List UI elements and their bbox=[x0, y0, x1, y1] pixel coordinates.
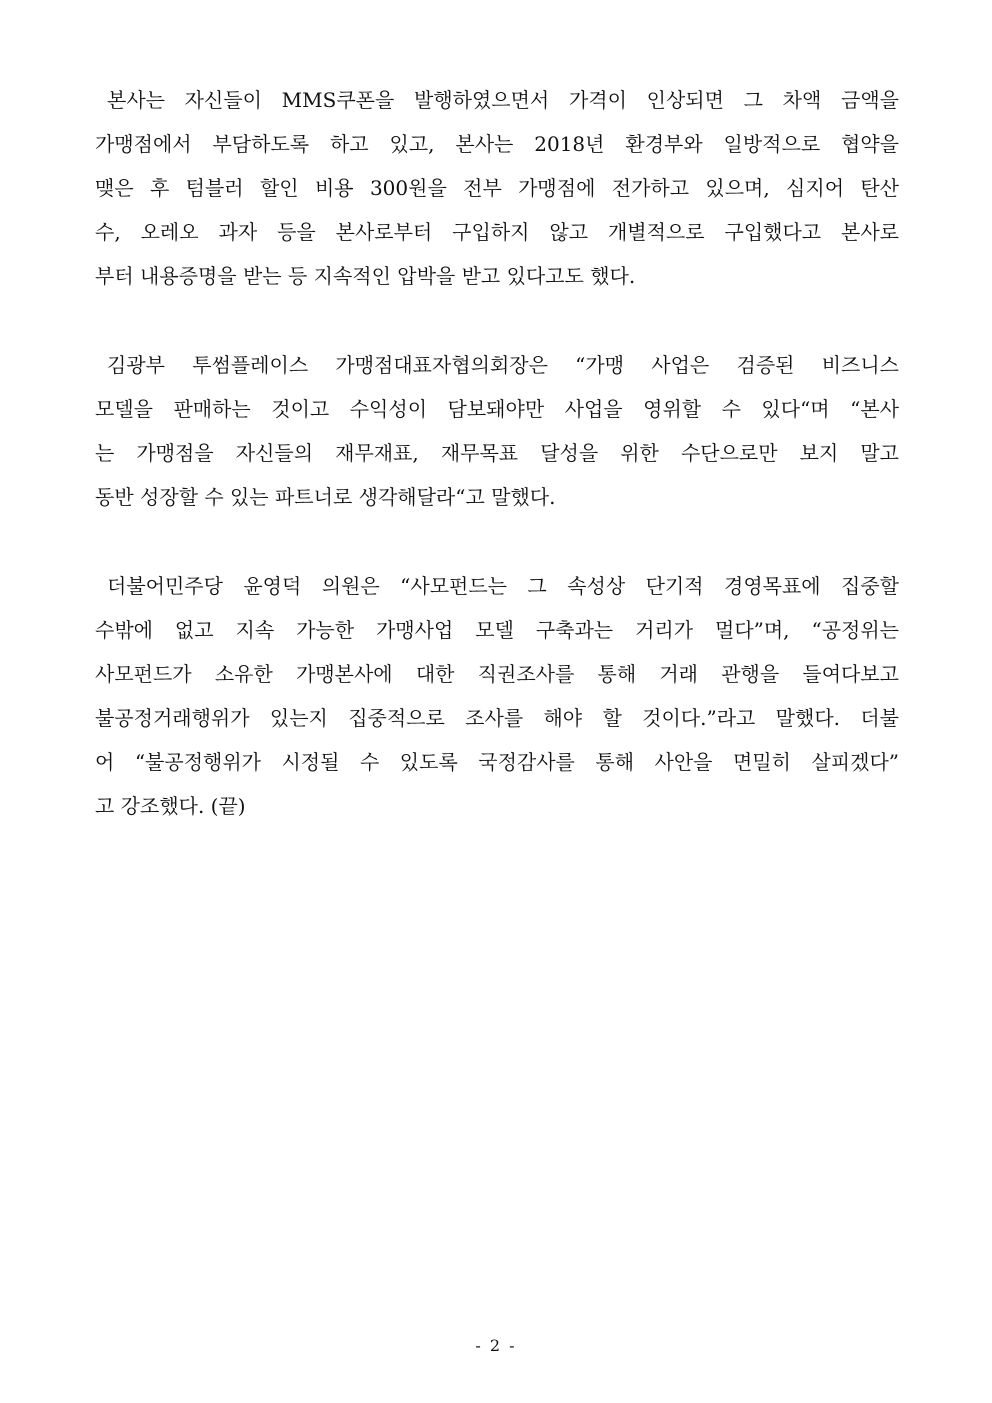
paragraph-line: 김광부 투썸플레이스 가맹점대표자협의회장은 “가맹 사업은 검증된 비즈니스 bbox=[107, 353, 899, 377]
paragraph-line: 어 “불공정행위가 시정될 수 있도록 국정감사를 통해 사안을 면밀히 살피겠다” bbox=[95, 750, 899, 774]
paragraph-line: 는 가맹점을 자신들의 재무재표, 재무목표 달성을 위한 수단으로만 보지 말고 bbox=[95, 441, 899, 465]
page-number: - 2 - bbox=[475, 1336, 517, 1355]
document-body bbox=[95, 78, 899, 873]
paragraph-line: 수, 오레오 과자 등을 본사로부터 구입하지 않고 개별적으로 구입했다고 본사로 bbox=[95, 220, 899, 244]
paragraph-line: 부터 내용증명을 받는 등 지속적인 압박을 받고 있다고도 했다. bbox=[95, 264, 636, 288]
paragraph-line: 본사는 자신들이 MMS쿠폰을 발행하였으면서 가격이 인상되면 그 차액 금액을 bbox=[107, 88, 899, 112]
paragraph-line: 동반 성장할 수 있는 파트너로 생각해달라“고 말했다. bbox=[95, 485, 556, 509]
paragraph-line: 수밖에 없고 지속 가능한 가맹사업 모델 구축과는 거리가 멀다”며, “공정위는 bbox=[95, 618, 899, 642]
paragraph-line: 맺은 후 텀블러 할인 비용 300원을 전부 가맹점에 전가하고 있으며, 심지어 탄산 bbox=[95, 176, 899, 200]
paragraph-line: 가맹점에서 부담하도록 하고 있고, 본사는 2018년 환경부와 일방적으로 협약을 bbox=[95, 132, 899, 156]
paragraph-line: 모델을 판매하는 것이고 수익성이 담보돼야만 사업을 영위할 수 있다“며 “본사 bbox=[95, 397, 899, 421]
paragraph-line: 더불어민주당 윤영덕 의원은 “사모펀드는 그 속성상 단기적 경영목표에 집중할 bbox=[107, 574, 899, 598]
paragraph-association-quote bbox=[95, 343, 899, 519]
paragraph-line: 불공정거래행위가 있는지 집중적으로 조사를 해야 할 것이다.”라고 말했다. 더불 bbox=[95, 706, 899, 730]
paragraph-line: 사모펀드가 소유한 가맹본사에 대한 직권조사를 통해 거래 관행을 들여다보고 bbox=[95, 662, 899, 686]
paragraph-line: 고 강조했다. (끝) bbox=[95, 794, 246, 818]
paragraph-franchise-burden bbox=[95, 78, 899, 298]
paragraph-lawmaker-quote bbox=[95, 564, 899, 828]
